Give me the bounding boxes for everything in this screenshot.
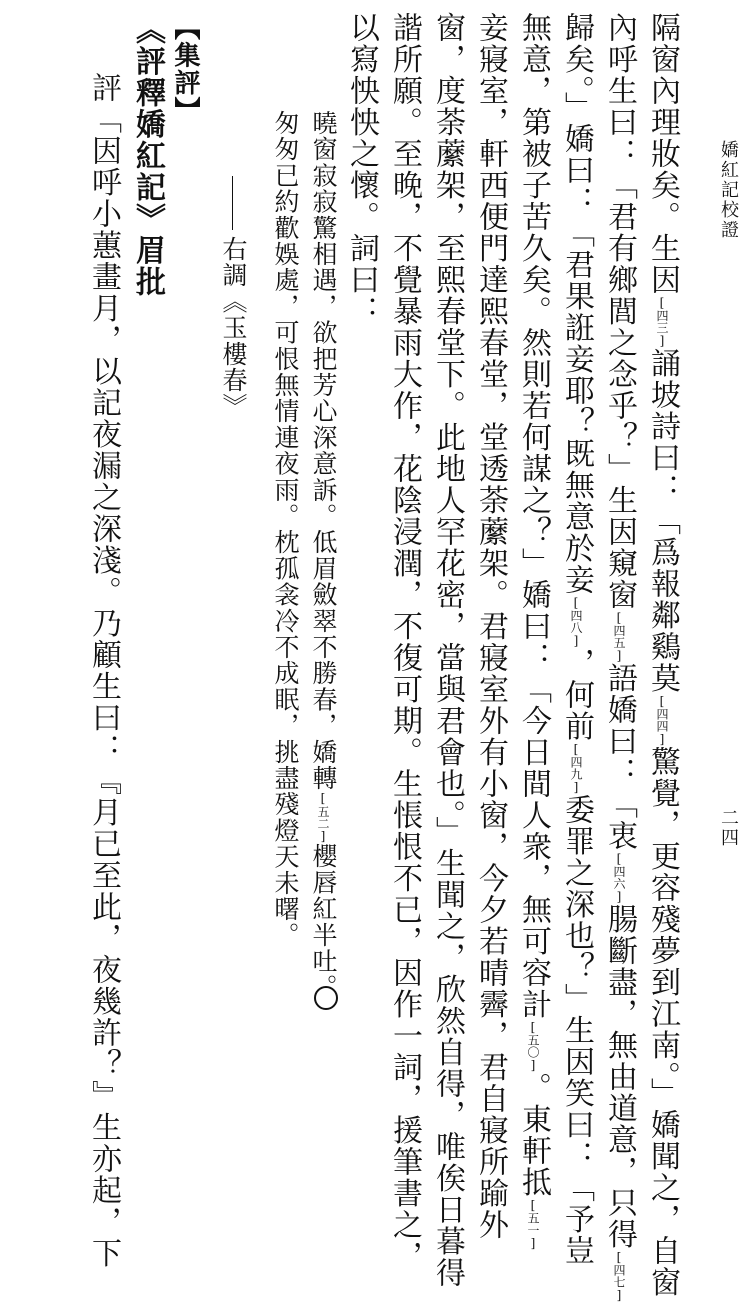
poem-line-1: 曉窗寂寂驚相遇，欲把芳心深意訴。低眉斂翠不勝春，嬌轉[五二]櫻唇紅半吐。 [309,110,338,1001]
commentary-source: 《評釋嬌紅記》眉批 [130,14,165,298]
section-heading: 【集評】 [170,14,200,124]
circle-mark-icon [314,986,338,1010]
body-column-8: 以寫怏怏之懷。詞曰： [344,12,379,327]
body-column-4: 無意，第被子苦久矣。然則若何謀之？」嬌曰：「今日間人衆，無可容計[五〇]。東軒抵[五一] [516,12,551,1250]
body-column-2: 內呼生曰：「君有鄉閭之念乎？」生因窺窗[四五]語嬌曰：「衷[四六]腸斷盡，無由道意，只得[四七] [602,12,637,1302]
body-column-6: 窗，度荼䕷架，至熙春堂下。此地人罕花密，當與君會也。」生聞之，欣然自得，唯俟日暮得 [430,12,465,1289]
commentary-text: 評「因呼小蕙畫月，以記夜漏之深淺。乃顧生曰：『月已至此，夜幾許？』生亦起，下 [86,72,121,1269]
body-column-3: 歸矣。」嬌曰：「君果誑妾耶？既無意於妾[四八]，何前[四九]委罪之深也？」生因笑曰：「予豈 [559,12,594,1267]
body-column-5: 妾寢室，軒西便門達熙春堂，堂透荼䕷架。君寢室外有小窗，今夕若晴霽，君自寢所踰外 [473,12,508,1241]
running-title: 嬌紅記校證 [718,140,739,240]
poem-line-2: 匆匆已約歡娛處，可恨無情連夜雨。枕孤衾冷不成眠，挑盡殘燈天未曙。 [271,110,300,949]
body-column-1: 隔窗內理妝矣。生因[四三]誦坡詩曰：「爲報鄰鷄莫[四四]驚覺，更容殘夢到江南。」嬌聞之，自窗 [645,12,680,1298]
body-column-7: 諧所願。至晚，不覺暴雨大作，花陰浸潤，不復可期。生悵恨不已，因作一詞，援筆書之， [387,12,422,1272]
attribution-dash [232,176,233,230]
poem-attribution: 右調《玉樓春》 [219,236,248,420]
page-number: 二四 [718,808,739,848]
